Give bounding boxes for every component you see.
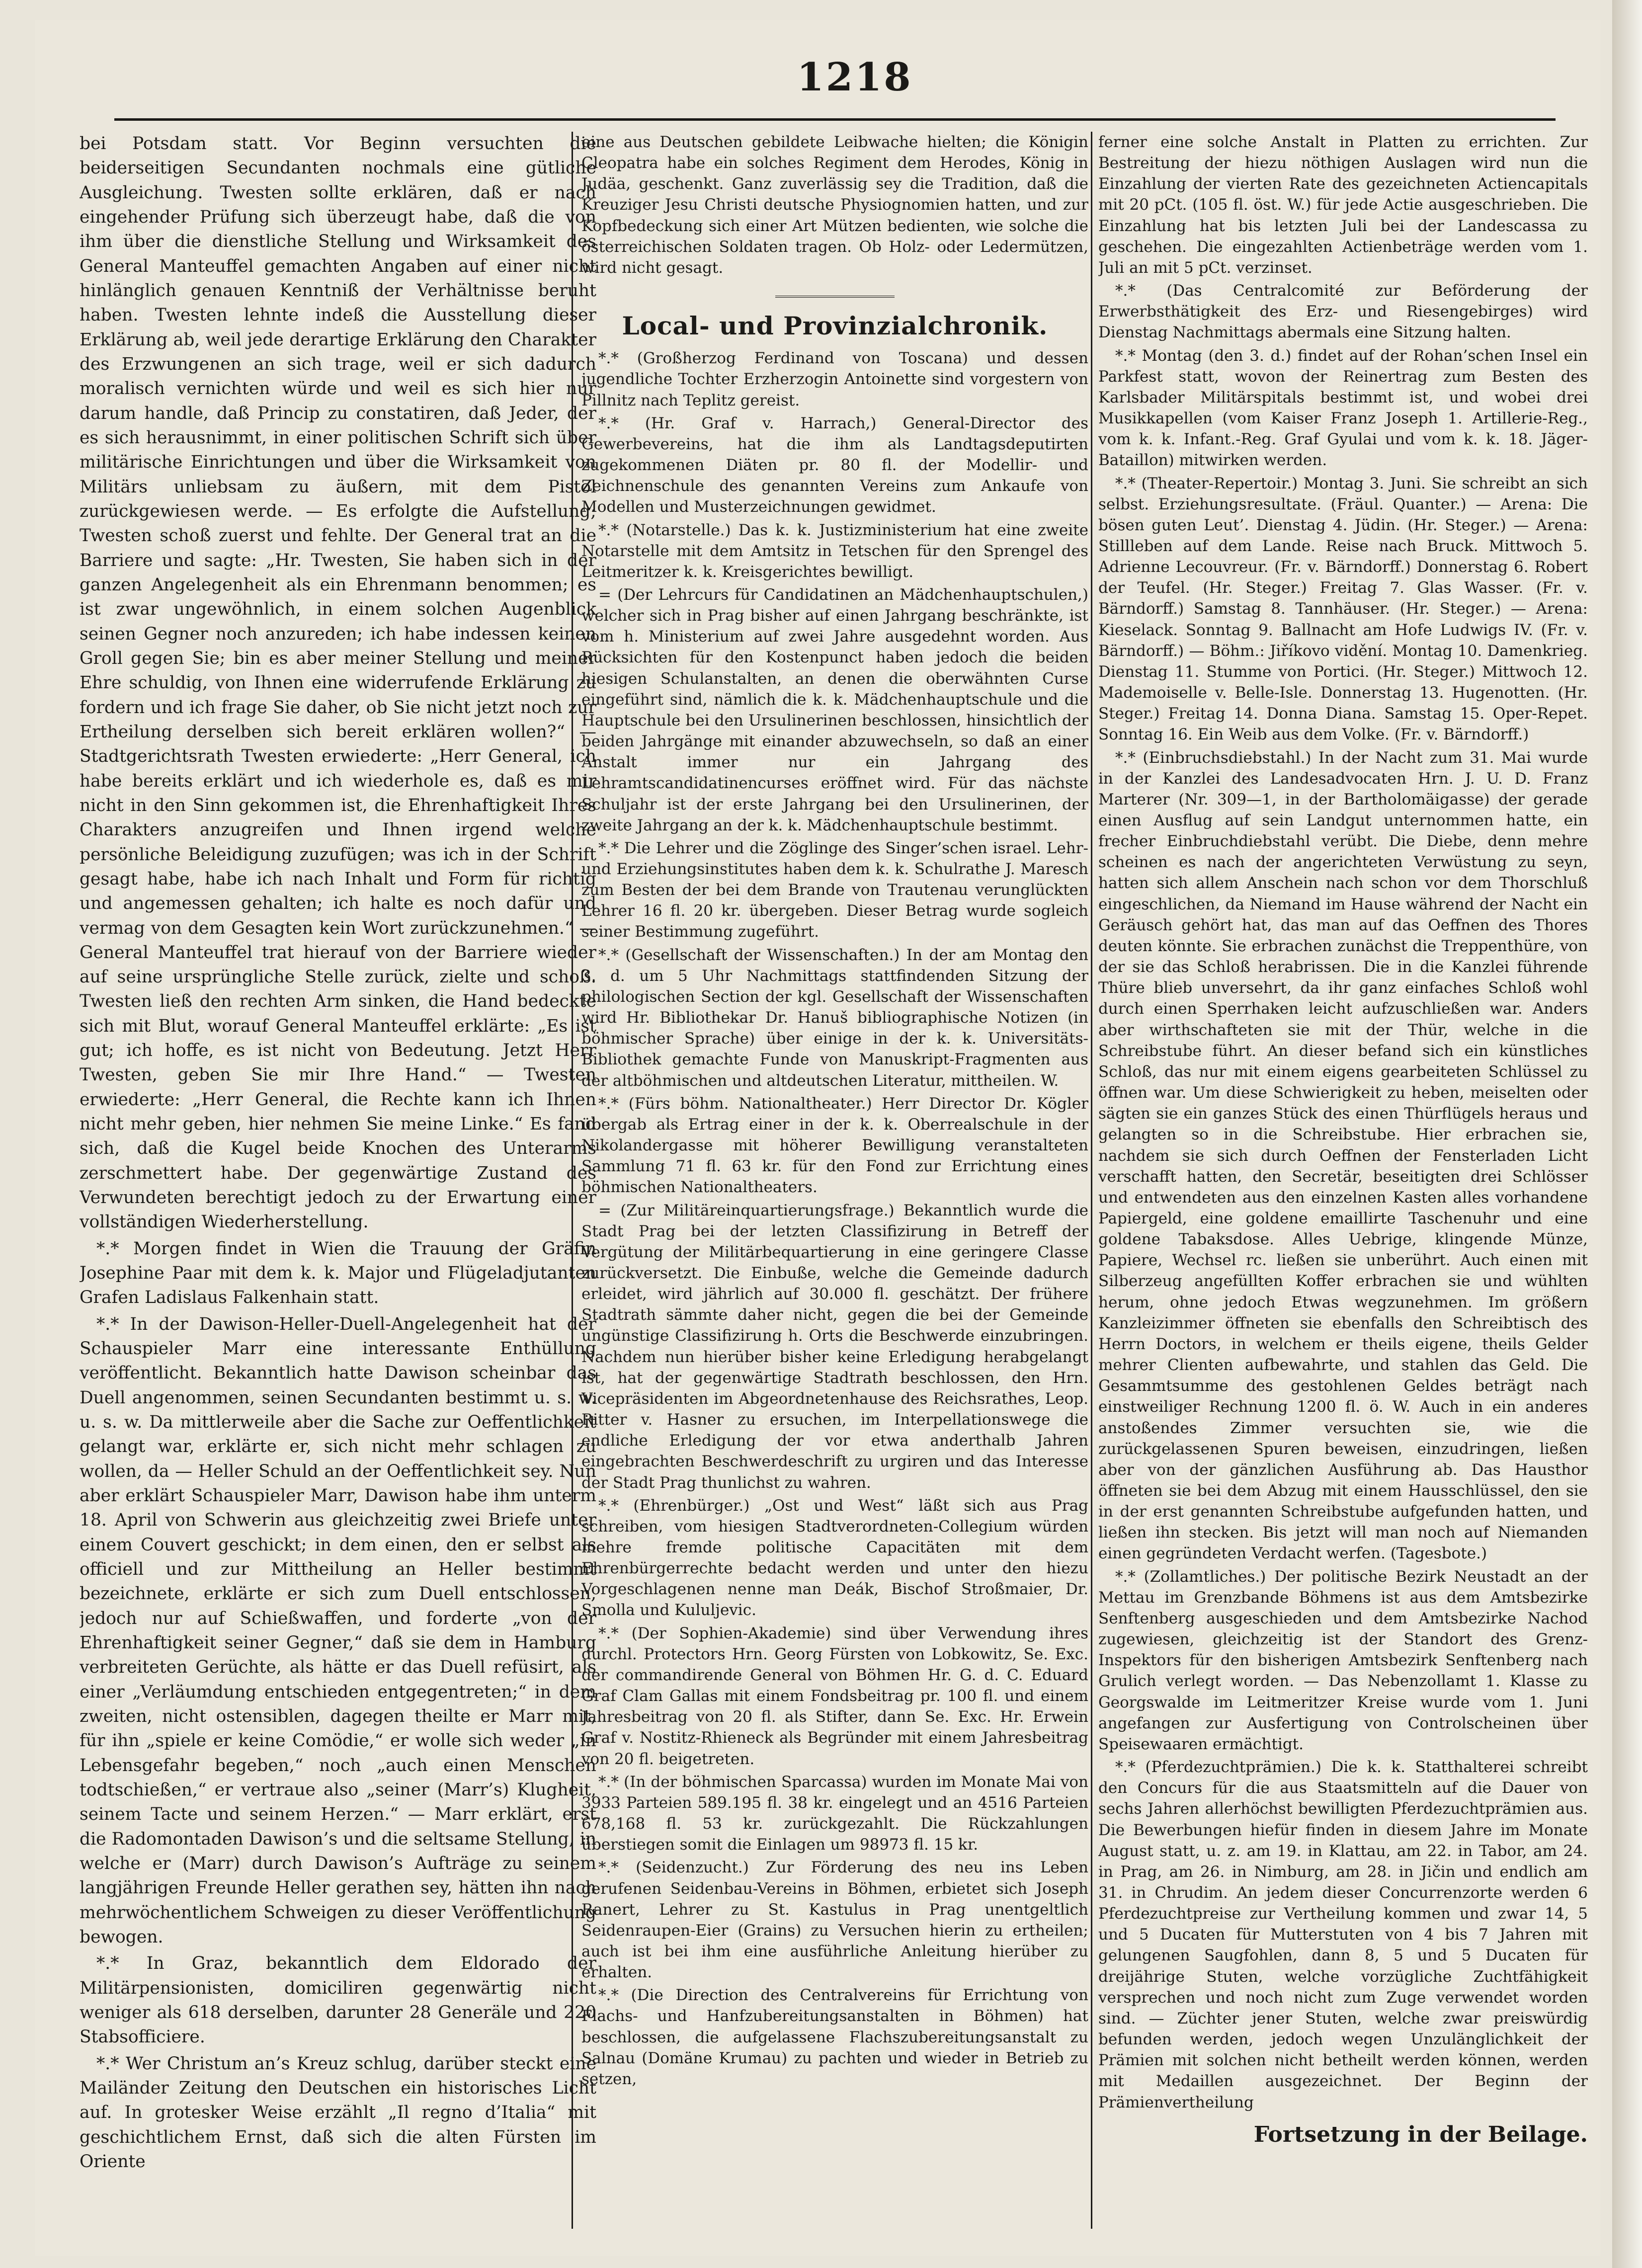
section-title: Local- und Provinzialchronik.: [622, 311, 1048, 341]
news-item: *.* (Theater-Repertoir.) Montag 3. Juni. Sie schreibt an sich selbst. Erziehungsresultate. (Fräul. Quanter.) — Arena: Die bösen guten Leut’. Dienstag 4. Jüdin. (Hr. Steger.) — Arena: Stillleben auf dem Lande. Reise nach Bruck. Mittwoch 5. Adrienne Lecouvreur. (Fr. v. Bärndorff.) Donnerstag 6. Robert der Teufel. (Hr. Steger.) Freitag 7. Glas Wasser. (Fr. v. Bärndorff.) Samstag 8. Tannhäuser. (Hr. Steger.) — Arena: Kieselack. Sonntag 9. Ballnacht am Hofe Ludwigs IV. (Fr. v. Bärndorff.) — Böhm.: Jiříkovo vidění. Montag 10. Damenkrieg. Dienstag 11. Stumme von Portici. (Hr. Steger.) Mittwoch 12. Mademoiselle v. Belle-Isle. Donnerstag 13. Hugenotten. (Hr. Steger.) Freitag 14. Donna Diana. Samstag 15. Oper-Repet. Sonntag 16. Ein Weib aus dem Volke. (Fr. v. Bärndorff.): [1098, 474, 1588, 744]
article-paragraph: eine aus Deutschen gebildete Leibwache hielten; die Königin Cleopatra habe ein solches Regiment dem Herodes, König in Judäa, geschenkt. Ganz zuverlässig sey die Tradition, daß die Kreuziger Jesu Christi deutsche Physiognomien hatten, und zur Kopfbedeckung sich einer Art Mützen bedienten, wie solche die österreichischen Soldaten tragen. Ob Holz- oder Ledermützen, wird nicht gesagt.: [581, 133, 1088, 277]
article-paragraph: *.* Morgen findet in Wien die Trauung der Gräfin Josephine Paar mit dem k. k. Major und Flügeladjutanten Grafen Ladislaus Falkenhain statt.: [80, 1238, 596, 1308]
news-item: *.* (Großherzog Ferdinand von Toscana) und dessen jugendliche Tochter Erzherzogin Antoinette sind vorgestern von Pillnitz nach Teplitz gereist.: [581, 349, 1088, 409]
ornamental-rule: [581, 282, 1088, 303]
news-item: *.* Montag (den 3. d.) findet auf der Rohan’schen Insel ein Parkfest statt, wovon der Reinertrag zum Besten des Karlsbader Militärspitals bestimmt ist, und wobei drei Musikkapellen (vom Kaiser Franz Joseph 1. Artillerie-Reg., vom k. k. Infant.-Reg. Graf Gyulai und vom k. k. 18. Jäger-Bataillon) mitwirken werden.: [1098, 346, 1588, 470]
news-item: *.* (Ehrenbürger.) „Ost und West“ läßt sich aus Prag schreiben, vom hiesigen Stadtverordneten-Collegium würden mehre fremde politische Capacitäten mit dem Ehrenbürgerrechte bedacht werden und unter den hiezu Vorgeschlagenen nenne man Deák, Bischof Stroßmaier, Dr. Smolla und Kululjevic.: [581, 1496, 1088, 1620]
page-edge-shadow: [1612, 0, 1642, 2268]
news-item: = (Der Lehrcurs für Candidatinen an Mädchenhauptschulen,) welcher sich in Prag bisher auf einen Jahrgang beschränkte, ist vom h. Ministerium auf zwei Jahre ausgedehnt worden. Aus Rücksichten für den Kostenpunct haben jedoch die beiden hiesigen Schulanstalten, an denen die oberwähnten Curse eingeführt sind, nämlich die k. k. Mädchenhauptschule und die Hauptschule bei den Ursulinerinen beschlossen, hinsichtlich der beiden Jahrgänge mit einander abzuwechseln, so daß an einer Anstalt immer nur ein Jahrgang des Lehramtscandidatinencurses eröffnet wird. Für das nächste Schuljahr ist der erste Jahrgang bei den Ursulinerinen, der zweite Jahrgang an der k. k. Mädchenhauptschule bestimmt.: [581, 585, 1088, 834]
header-rule: [114, 118, 1556, 121]
news-item: *.* (In der böhmischen Sparcassa) wurden im Monate Mai von 3933 Parteien 589.195 fl. 38 kr. eingelegt und an 4516 Parteien 678,168 fl. 53 kr. zurückgezahlt. Die Rückzahlungen überstiegen somit die Einlagen um 98973 fl. 15 kr.: [581, 1773, 1088, 1854]
news-item: *.* (Pferdezuchtprämien.) Die k. k. Statthalterei schreibt den Concurs für die aus Staatsmitteln auf die Dauer von sechs Jahren allerhöchst bewilligten Pferdezuchtprämien aus. Die Bewerbungen hiefür finden in diesem Jahre im Monate August statt, u. z. am 19. in Klattau, am 22. in Tabor, am 24. in Prag, am 26. in Nimburg, am 28. in Jičin und endlich am 31. in Chrudim. An jedem dieser Concurrenzorte werden 6 Pferdezuchtpreise zur Vertheilung kommen und zwar 14, 5 und 5 Ducaten für Mutterstuten von 4 bis 7 Jahren mit gelungenen Saugfohlen, dann 8, 5 und 5 Ducaten für dreijährige Stuten, welche vorzügliche Zuchtfähigkeit versprechen und noch nicht zum Zuge verwendet worden sind. — Züchter jener Stuten, welche zwar preiswürdig befunden werden, jedoch wegen Unzulänglichkeit der Prämien mit solchen nicht betheilt werden können, werden mit Medaillen ausgezeichnet. Der Beginn der Prämienvertheilung: [1098, 1758, 1588, 2111]
news-item: *.* (Gesellschaft der Wissenschaften.) In der am Montag den 3. d. um 5 Uhr Nachmittags stattfindenden Sitzung der philologischen Section der kgl. Gesellschaft der Wissenschaften wird Hr. Bibliothekar Dr. Hanuš bibliographische Notizen (in böhmischer Sprache) über einige in der k. k. Universitäts-Bibliothek gemachte Funde von Manuskript-Fragmenten aus der altböhmischen und altdeutschen Literatur, mittheilen. W.: [581, 946, 1088, 1090]
column-3: [1098, 132, 1588, 2229]
column-2: [581, 132, 1088, 2229]
column-divider-2: [1091, 132, 1092, 2229]
article-paragraph: *.* Wer Christum an’s Kreuz schlug, darüber steckt eine Mailänder Zeitung den Deutschen ein historisches Licht auf. In grotesker Weise erzählt „Il regno d’Italia“ mit geschichtlichem Ernst, daß sich die alten Fürsten im Oriente: [80, 2053, 596, 2172]
newspaper-page: [35, 20, 1600, 2256]
continuation-note: Fortsetzung in der Beilage.: [1253, 2121, 1588, 2147]
news-item: *.* (Hr. Graf v. Harrach,) General-Director des Gewerbevereins, hat die ihm als Landtagsdeputirten zugekommenen Diäten pr. 80 fl. der Modellir- und Zeichnenschule des genannten Vereins zum Ankaufe von Modellen und Musterzeichnungen gewidmet.: [581, 414, 1088, 516]
news-item: *.* (Notarstelle.) Das k. k. Justizministerium hat eine zweite Notarstelle mit dem Amtsitz in Tetschen für den Sprengel des Leitmeritzer k. k. Kreisgerichtes bewilligt.: [581, 521, 1088, 581]
news-item: *.* Die Lehrer und die Zöglinge des Singer’schen israel. Lehr- und Erziehungsinstitutes haben dem k. k. Schulrathe J. Maresch zum Besten der bei dem Brande von Trautenau verunglückten Lehrer 16 fl. 20 kr. übergeben. Dieser Betrag wurde sogleich seiner Bestimmung zugeführt.: [581, 839, 1088, 941]
news-item: ferner eine solche Anstalt in Platten zu errichten. Zur Bestreitung der hiezu nöthigen Auslagen wird nun die Einzahlung der vierten Rate des gezeichneten Actiencapitals mit 20 pCt. (105 fl. öst. W.) für jede Actie ausgeschrieben. Die Einzahlung hat bis letzten Juli bei der Landescassa zu geschehen. Die eingezahlten Actienbeträge werden vom 1. Juli an mit 5 pCt. verzinset.: [1098, 133, 1588, 277]
article-paragraph: bei Potsdam statt. Vor Beginn versuchten die beiderseitigen Secundanten nochmals eine gütliche Ausgleichung. Twesten sollte erklären, daß er nach eingehender Prüfung sich überzeugt habe, daß die von ihm über die dienstliche Stellung und Wirksamkeit des General Manteuffel gemachten Angaben auf einer nicht hinlänglich genauen Kenntniß der Verhältnisse beruht haben. Twesten lehnte indeß die Ausstellung dieser Erklärung ab, weil jede derartige Erklärung den Charakter des Erzwungenen an sich trage, weil er sich dadurch moralisch vernichten würde und weil es sich hier nur darum handle, daß Princip zu constatiren, daß Jeder, der es sich herausnimmt, in einer politischen Schrift sich über militärische Einrichtungen und über die Wirksamkeit von Militärs unliebsam zu äußern, mit dem Pistol zurückgewiesen werde. — Es erfolgte die Aufstellung; Twesten schoß zuerst und fehlte. Der General trat an die Barriere und sagte: „Hr. Twesten, Sie haben sich in der ganzen Angelegenheit als ein Ehrenmann benommen; es ist zwar ungewöhnlich, in einem solchen Augenblick seinen Gegner noch anzureden; ich habe indessen keinen Groll gegen Sie; bin es aber meiner Stellung und meiner Ehre schuldig, von Ihnen eine widerrufende Erklärung zu fordern und ich frage Sie daher, ob Sie nicht jetzt noch zur Ertheilung derselben sich bereit erklären wollen?“ — Stadtgerichtsrath Twesten erwiederte: „Herr General, ich habe bereits erklärt und ich wiederhole es, daß es mir nicht in den Sinn gekommen ist, die Ehrenhaftigkeit Ihres Charakters anzugreifen und Ihnen irgend welche persönliche Beleidigung zuzufügen; was ich in der Schrift gesagt habe, habe ich nach Inhalt und Form für richtig und angemessen gehalten; ich halte es noch dafür und vermag von dem Gesagten kein Wort zurückzunehmen.“ — General Manteuffel trat hierauf von der Barriere wieder auf seine ursprüngliche Stelle zurück, zielte und schoß. Twesten ließ den rechten Arm sinken, die Hand bedeckte sich mit Blut, worauf General Manteuffel erklärte: „Es ist gut; ich hoffe, es ist nicht von Bedeutung. Jetzt Herr Twesten, geben Sie mir Ihre Hand.“ — Twesten erwiederte: „Herr General, die Rechte kann ich Ihnen nicht mehr geben, hier nehmen Sie meine Linke.“ Es fand sich, daß die Kugel beide Knochen des Unterarms zerschmettert habe. Der gegenwärtige Zustand des Verwundeten berechtigt jedoch zu der Erwartung einer vollständigen Wiederherstellung.: [80, 134, 596, 1232]
news-item: *.* (Die Direction des Centralvereins für Errichtung von Flachs- und Hanfzubereitungsanstalten in Böhmen) hat beschlossen, die aufgelassene Flachszubereitungsanstalt zu Salnau (Domäne Krumau) zu pachten und wieder in Betrieb zu setzen,: [581, 1986, 1088, 2088]
news-item: *.* (Seidenzucht.) Zur Förderung des neu ins Leben gerufenen Seidenbau-Vereins in Böhmen, erbietet sich Joseph Ranert, Lehrer zu St. Kastulus in Prag unentgeltlich Seidenraupen-Eier (Grains) zu Versuchen hierin zu ertheilen; auch ist bei ihm eine ausführliche Anleitung hierüber zu erhalten.: [581, 1859, 1088, 1982]
news-item: *.* (Der Sophien-Akademie) sind über Verwendung ihres durchl. Protectors Hrn. Georg Fürsten von Lobkowitz, Se. Exc. der commandirende General von Böhmen Hr. G. d. C. Eduard Graf Clam Gallas mit einem Fondsbeitrag pr. 100 fl. und einem Jahresbeitrag von 20 fl. als Stifter, dann Se. Exc. Hr. Erwein Graf v. Nostitz-Rhieneck als Begründer mit einem Jahresbeitrag von 20 fl. beigetreten.: [581, 1624, 1088, 1768]
page-number: 1218: [797, 55, 913, 100]
article-paragraph: *.* In Graz, bekanntlich dem Eldorado der Militärpensionisten, domiciliren gegenwärtig nicht weniger als 618 derselben, darunter 28 Generäle und 220 Stabsofficiere.: [80, 1953, 596, 2047]
article-paragraph: *.* In der Dawison-Heller-Duell-Angelegenheit hat der Schauspieler Marr eine interessante Enthüllung veröffentlicht. Bekanntlich hatte Dawison scheinbar das Duell angenommen, seinen Secundanten bestimmt u. s. w. u. s. w. Da mittlerweile aber die Sache zur Oeffentlichkeit gelangt war, erklärte er, sich nicht mehr schlagen zu wollen, da — Heller Schuld an der Oeffentlichkeit sey. Nun aber erklärt Schauspieler Marr, Dawison habe ihm unterm 18. April von Schwerin aus gleichzeitig zwei Briefe unter einem Couvert geschickt; in dem einen, den er selbst als officiell und zur Mittheilung an Heller bestimmt bezeichnete, erklärte er sich zum Duell entschlossen, jedoch nur auf Schießwaffen, und forderte „von der Ehrenhaftigkeit seiner Gegner,“ daß sie dem in Hamburg verbreiteten Gerüchte, als hätte er das Duell refüsirt, als einer „Verläumdung entschieden entgegentreten;“ in dem zweiten, nicht ostensiblen, dagegen theilte er Marr mit, für ihn „spiele er keine Comödie,“ er wolle sich weder „in Lebensgefahr begeben,“ noch „auch einen Menschen todtschießen,“ er vertraue also „seiner (Marr’s) Klugheit, seinem Tacte und seinem Herzen.“ — Marr erklärt, erst die Radomontaden Dawison’s und die seltsame Stellung, in welche er (Marr) durch Dawison’s Aufträge zu seinem langjährigen Freunde Heller gerathen sey, hätten ihn nach mehrwöchentlichem Schweigen zu dieser Veröffentlichung bewogen.: [80, 1314, 596, 1947]
column-1: [80, 132, 596, 2229]
news-item: *.* (Fürs böhm. Nationaltheater.) Herr Director Dr. Kögler übergab als Ertrag einer in der k. k. Oberrealschule in der Nikolandergasse mit höherer Bewilligung veranstalteten Sammlung 71 fl. 63 kr. für den Fond zur Errichtung eines böhmischen Nationaltheaters.: [581, 1094, 1088, 1197]
news-item: *.* (Zollamtliches.) Der politische Bezirk Neustadt an der Mettau im Grenzbande Böhmens ist aus dem Amtsbezirke Senftenberg ausgeschieden und dem Amtsbezirke Nachod zugewiesen, gleichzeitig ist der Standort des Grenz-Inspektors für den bisherigen Amtsbezirk Senftenberg nach Grulich verlegt worden. — Das Nebenzollamt 1. Klasse zu Georgswalde im Leitmeritzer Kreise wurde vom 1. Juni angefangen zur Ausfertigung von Controlscheinen über Speisewaaren ermächtigt.: [1098, 1567, 1588, 1753]
news-item: = (Zur Militäreinquartierungsfrage.) Bekanntlich wurde die Stadt Prag bei der letzten Classifizirung in Betreff der Vergütung der Militärbequartierung in eine geringere Classe zurückversetzt. Die Einbuße, welche die Gemeinde dadurch erleidet, wird jährlich auf 30.000 fl. geschätzt. Der frühere Stadtrath sämmte daher nicht, gegen die bei der Gemeinde ungünstige Classifizirung h. Orts die Beschwerde einzubringen. Nachdem nun hierüber bisher keine Erledigung herabgelangt ist, hat der gegenwärtige Stadtrath beschlossen, den Hrn. Vicepräsidenten im Abgeordnetenhause des Reichsrathes, Leop. Ritter v. Hasner zu ersuchen, im Interpellationswege die endliche Erledigung der vor etwa anderthalb Jahren eingebrachten Beschwerdeschrift zu urgiren und das Interesse der Stadt Prag thunlichst zu wahren.: [581, 1201, 1088, 1492]
news-item: *.* (Das Centralcomité zur Beförderung der Erwerbsthätigkeit des Erz- und Riesengebirges) wird Dienstag Nachmittags abermals eine Sitzung halten.: [1098, 282, 1588, 342]
news-item: *.* (Einbruchsdiebstahl.) In der Nacht zum 31. Mai wurde in der Kanzlei des Landesadvocaten Hrn. J. U. D. Franz Marterer (Nr. 309—1, in der Bartholomäigasse) der gerade einen Ausflug auf sein Landgut unternommen hatte, ein frecher Einbruchdiebstahl verübt. Die Diebe, denn mehre scheinen es nach der angerichteten Verwüstung zu seyn, hatten sich allem Anschein nach schon vor dem Thorschluß eingeschlichen, da Niemand im Hause während der Nacht ein Geräusch gehört hat, das man auf das Oeffnen des Thores deuten könnte. Sie erbrachen zunächst die Treppenthüre, von der sie das Schloß herabrissen. Die in die Kanzlei führende Thüre blieb unversehrt, da ihr ganz einfaches Schloß wohl durch einen Sperrhaken leicht aufzuschließen war. Anders aber wirthschafteten sie mit der Thür, welche in die Schreibstube führt. An dieser befand sich ein künstliches Schloß, das nur mit einem eigens gearbeiteten Schlüssel zu öffnen war. Um diese Schwierigkeit zu heben, meiselten oder sägten sie ein ganzes Stück des einen Thürflügels heraus und gelangten so in die Schreibstube. Hier erbrachen sie, nachdem sie sich durch Oeffnen der Fensterladen Licht verschafft hatten, den Secretär, beseitigten drei Schlösser und entwendeten aus den einzelnen Kasten alles vorhandene Papiergeld, eine goldene emaillirte Taschenuhr und eine goldene Tabaksdose. Alles Uebrige, klingende Münze, Papiere, Wechsel rc. ließen sie unberührt. Auch einen mit Silberzeug angefüllten Koffer erbrachen sie und wühlten herum, ohne jedoch Etwas wegzunehmen. Im größern Kanzleizimmer öffneten sie ebenfalls den Schreibtisch des Herrn Doctors, in welchem er theils eigene, theils Gelder mehrer Clienten aufbewahrte, und stahlen das Geld. Die Gesammtsumme des gestohlenen Geldes beträgt nach einstweiliger Rechnung 1200 fl. ö. W. Auch in ein anderes anstoßendes Zimmer versuchten sie, wie die zurückgelassenen Spuren beweisen, einzudringen, ließen aber von der gänzlichen Ausführung ab. Das Hausthor öffneten sie bei dem Abzug mit einem Hausschlüssel, den sie in der erst genannten Schreibstube aufgefunden hatten, und ließen ihn stecken. Bis jetzt will man noch auf Niemanden einen gegründeten Verdacht werfen. (Tagesbote.): [1098, 748, 1588, 1563]
